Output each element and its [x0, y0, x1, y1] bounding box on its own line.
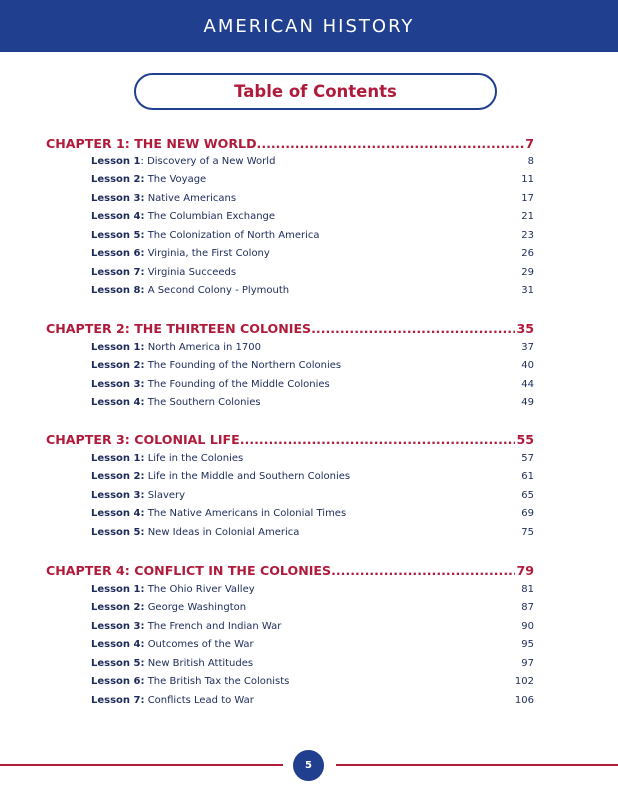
chapter-title: CHAPTER 4: CONFLICT IN THE COLONIES: [46, 563, 332, 578]
chapter-page: 79: [516, 563, 534, 578]
lesson-page: 8: [527, 155, 534, 167]
lesson-entry: [91, 695, 254, 706]
lesson-page: 87: [521, 602, 534, 614]
lesson-page: 44: [521, 378, 534, 390]
lesson-page: 69: [521, 508, 534, 520]
lesson-title: The French and Indian War: [147, 620, 282, 632]
lesson-entry: [91, 156, 275, 167]
chapter-heading: [46, 318, 534, 336]
chapter-title: CHAPTER 3: COLONIAL LIFE: [46, 432, 240, 447]
lesson-page: 102: [514, 676, 534, 688]
lesson-separator: :: [140, 155, 148, 167]
lesson-label: Lesson 2:: [91, 471, 145, 483]
footer-rule-left: [0, 764, 283, 766]
chapter-heading: [46, 429, 534, 447]
lesson-row: [91, 283, 534, 299]
lesson-row: [91, 395, 534, 411]
lesson-page: 31: [521, 285, 534, 297]
lesson-entry: [91, 211, 275, 222]
lesson-entry: [91, 508, 346, 519]
lesson-row: [91, 376, 534, 392]
lesson-row: [91, 692, 534, 708]
lesson-page: 49: [521, 397, 534, 409]
lesson-title: The Columbian Exchange: [147, 211, 276, 223]
lesson-row: [91, 618, 534, 634]
lesson-row: [91, 674, 534, 690]
lesson-label: Lesson 1:: [91, 452, 145, 464]
lesson-entry: [91, 360, 341, 371]
lesson-page: 106: [514, 694, 534, 706]
lesson-title: The Ohio River Valley: [147, 583, 255, 595]
lesson-row: [91, 172, 534, 188]
lesson-row: [91, 153, 534, 169]
lesson-row: [91, 655, 534, 671]
lesson-label: Lesson 3:: [91, 378, 145, 390]
lesson-label: Lesson 8:: [91, 285, 145, 297]
footer-rule-right: [336, 764, 618, 766]
page-number-badge: [293, 750, 324, 781]
chapter-page: 55: [516, 432, 534, 447]
lesson-row: [91, 227, 534, 243]
lesson-entry: [91, 658, 253, 669]
lesson-label: Lesson 6:: [91, 676, 145, 688]
lesson-page: 90: [521, 620, 534, 632]
lesson-entry: [91, 342, 261, 353]
lesson-label: Lesson 5:: [91, 526, 145, 538]
lesson-entry: [91, 490, 185, 501]
lesson-entry: [91, 193, 236, 204]
page-number: 5: [305, 760, 312, 771]
lesson-label: Lesson 1:: [91, 341, 145, 353]
lesson-row: [91, 637, 534, 653]
chapter-heading: [46, 133, 534, 151]
lesson-entry: [91, 621, 281, 632]
lesson-row: [91, 209, 534, 225]
lesson-entry: [91, 397, 261, 408]
lesson-entry: [91, 379, 330, 390]
lesson-entry: [91, 267, 236, 278]
lesson-label: Lesson 3:: [91, 192, 145, 204]
lesson-title: Life in the Colonies: [147, 452, 244, 464]
book-title: AMERICAN HISTORY: [203, 15, 415, 37]
lesson-label: Lesson 2:: [91, 360, 145, 372]
lesson-page: 81: [521, 583, 534, 595]
chapter-title: CHAPTER 1: THE NEW WORLD: [46, 136, 257, 151]
lesson-row: [91, 506, 534, 522]
lesson-entry: [91, 174, 206, 185]
lesson-entry: [91, 676, 289, 687]
chapter-title: CHAPTER 2: THE THIRTEEN COLONIES: [46, 321, 312, 336]
lesson-label: Lesson 1: [91, 155, 141, 167]
lesson-page: 23: [521, 229, 534, 241]
lesson-title: Native Americans: [147, 192, 237, 204]
lesson-title: Life in the Middle and Southern Colonies: [147, 471, 351, 483]
toc-heading: Table of Contents: [234, 82, 397, 101]
lesson-row: [91, 358, 534, 374]
lesson-title: The Southern Colonies: [147, 397, 261, 409]
lesson-title: A Second Colony - Plymouth: [147, 285, 290, 297]
lesson-page: 40: [521, 360, 534, 372]
lesson-row: [91, 600, 534, 616]
lesson-title: New Ideas in Colonial America: [147, 526, 300, 538]
lesson-label: Lesson 4:: [91, 211, 145, 223]
lesson-label: Lesson 3:: [91, 489, 145, 501]
lesson-label: Lesson 4:: [91, 397, 145, 409]
dot-leader: [311, 321, 515, 336]
lesson-label: Lesson 1:: [91, 583, 145, 595]
lesson-row: [91, 264, 534, 280]
lesson-page: 11: [521, 174, 534, 186]
lesson-page: 17: [521, 192, 534, 204]
lesson-title: The British Tax the Colonists: [147, 676, 290, 688]
lesson-page: 65: [521, 489, 534, 501]
lesson-page: 37: [521, 341, 534, 353]
lesson-label: Lesson 5:: [91, 229, 145, 241]
lesson-entry: [91, 527, 299, 538]
lesson-page: 57: [521, 452, 534, 464]
lesson-title: Discovery of a New World: [147, 155, 276, 167]
toc-heading-pill: [134, 73, 497, 110]
lesson-entry: [91, 639, 254, 650]
header-band: [0, 0, 618, 52]
lesson-entry: [91, 248, 270, 259]
lesson-title: Outcomes of the War: [147, 639, 254, 651]
lesson-row: [91, 487, 534, 503]
dot-leader: [257, 136, 525, 151]
lesson-page: 95: [521, 639, 534, 651]
lesson-title: Virginia Succeeds: [147, 266, 237, 278]
lesson-entry: [91, 471, 350, 482]
lesson-label: Lesson 4:: [91, 508, 145, 520]
lesson-label: Lesson 3:: [91, 620, 145, 632]
lesson-page: 61: [521, 471, 534, 483]
lesson-entry: [91, 285, 289, 296]
lesson-row: [91, 190, 534, 206]
chapter-page: 35: [516, 321, 534, 336]
lesson-label: Lesson 2:: [91, 174, 145, 186]
lesson-entry: [91, 230, 320, 241]
lesson-label: Lesson 7:: [91, 694, 145, 706]
lesson-title: The Voyage: [147, 174, 207, 186]
lesson-page: 21: [521, 211, 534, 223]
lesson-title: The Native Americans in Colonial Times: [147, 508, 347, 520]
lesson-label: Lesson 7:: [91, 266, 145, 278]
dot-leader: [240, 432, 516, 447]
lesson-title: Conflicts Lead to War: [147, 694, 254, 706]
lesson-title: Slavery: [147, 489, 186, 501]
lesson-row: [91, 469, 534, 485]
chapter-page: 7: [525, 136, 534, 151]
lesson-label: Lesson 4:: [91, 639, 145, 651]
lesson-row: [91, 524, 534, 540]
lesson-label: Lesson 2:: [91, 602, 145, 614]
lesson-row: [91, 339, 534, 355]
lesson-label: Lesson 6:: [91, 248, 145, 260]
lesson-page: 29: [521, 266, 534, 278]
lesson-title: The Colonization of North America: [147, 229, 320, 241]
lesson-row: [91, 450, 534, 466]
lesson-page: 97: [521, 657, 534, 669]
lesson-title: North America in 1700: [147, 341, 262, 353]
lesson-entry: [91, 453, 243, 464]
lesson-label: Lesson 5:: [91, 657, 145, 669]
lesson-title: George Washington: [147, 602, 247, 614]
lesson-page: 26: [521, 248, 534, 260]
lesson-row: [91, 246, 534, 262]
lesson-entry: [91, 584, 255, 595]
lesson-entry: [91, 602, 246, 613]
lesson-title: The Founding of the Middle Colonies: [147, 378, 330, 390]
lesson-title: Virginia, the First Colony: [147, 248, 270, 260]
dot-leader: [331, 563, 515, 578]
lesson-row: [91, 581, 534, 597]
lesson-page: 75: [521, 526, 534, 538]
chapter-heading: [46, 560, 534, 578]
lesson-title: The Founding of the Northern Colonies: [147, 360, 342, 372]
lesson-title: New British Attitudes: [147, 657, 254, 669]
